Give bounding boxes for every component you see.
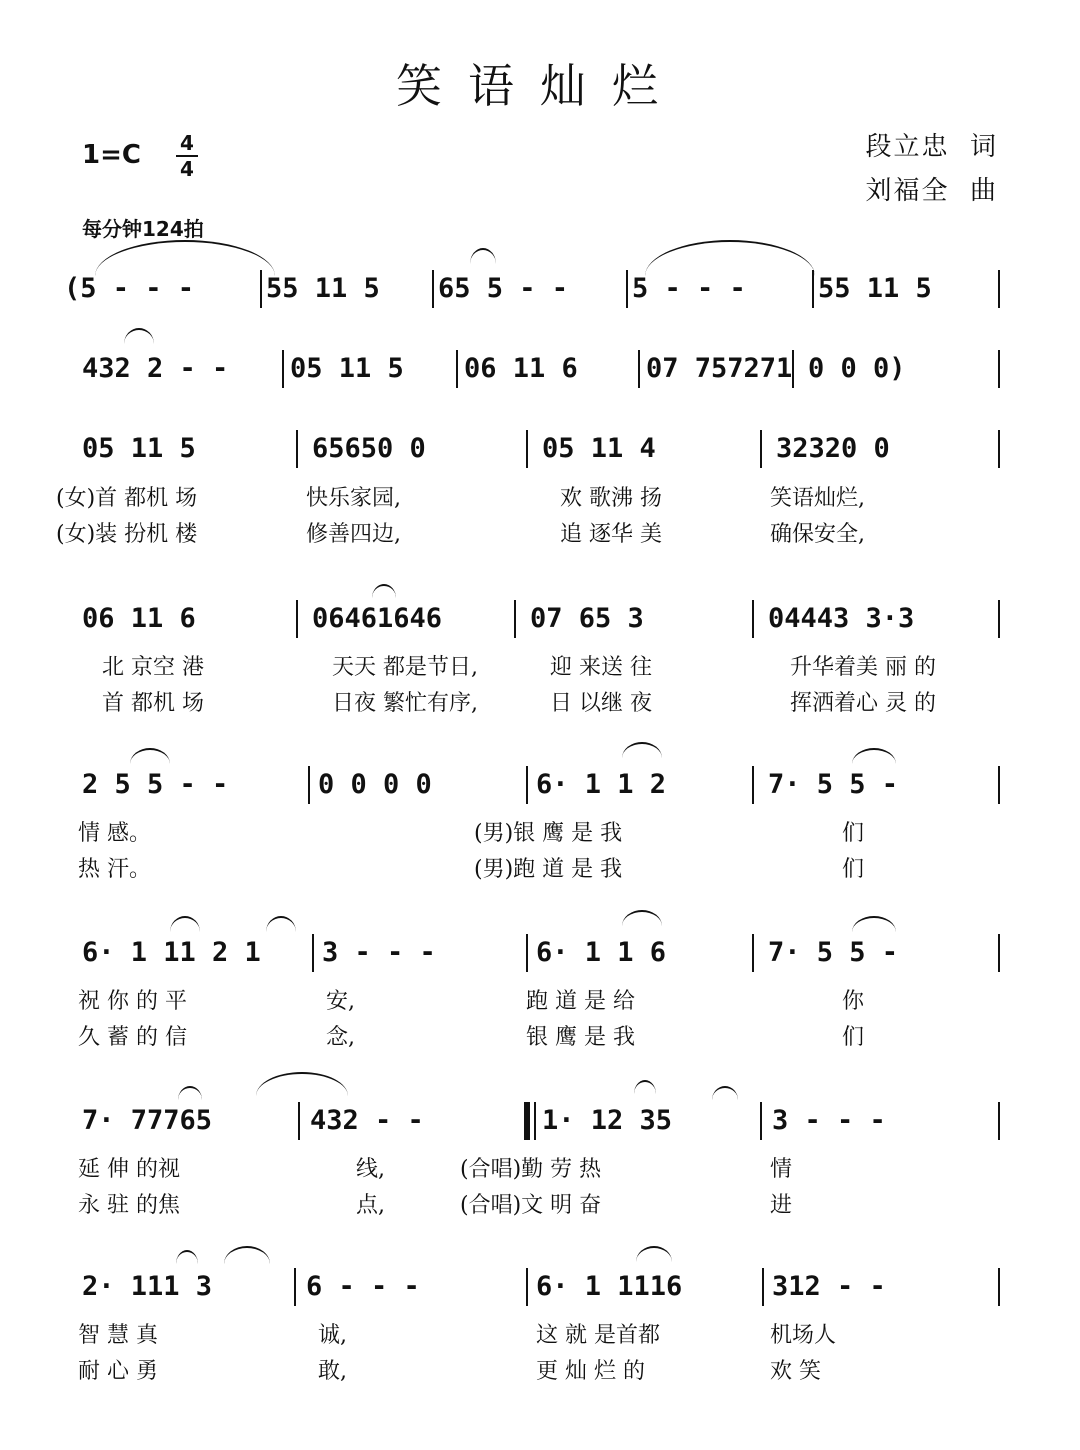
time-signature-bottom: 4 [180,157,194,181]
lyric-segment: 这 就 是首都 [536,1323,660,1348]
notation-system-8 [60,1264,1010,1310]
slur [124,328,154,344]
barline [312,934,314,972]
key-signature: 1=C [82,140,141,170]
barline [308,766,310,804]
lyric-segment: 北 京空 港 [102,655,204,680]
lyric-line-7 [70,986,1010,1018]
measure: 6· 1 1 6 [536,937,667,968]
lyric-segment: 机场人 [770,1323,837,1348]
measure: 06 11 6 [82,603,196,634]
lyric-segment: 情 感。 [78,821,151,846]
lyric-segment: 们 [842,821,865,846]
barline [998,270,1000,308]
lyric-segment: 永 驻 的焦 [78,1193,180,1218]
barline [812,270,814,308]
measure: 05 11 5 [82,433,196,464]
lyric-segment: 欢 笑 [770,1359,821,1384]
lyric-segment: 迎 来送 往 [550,655,652,680]
barline [626,270,628,308]
composer-credit [865,170,998,207]
notation-system-2 [60,346,1010,392]
lyric-segment: (合唱)文 明 奋 [460,1193,602,1218]
barline [998,1102,1000,1140]
slur [256,1072,348,1096]
notation-system-3 [60,426,1010,472]
song-title: 笑语灿烂 [396,59,684,113]
lyric-segment: 耐 心 勇 [78,1359,158,1384]
notation-system-7 [60,1098,1010,1144]
barline [514,600,516,638]
composer-role: 曲 [969,176,998,206]
barline [998,934,1000,972]
measure: 7· 77765 [82,1105,213,1136]
measure: 55 11 5 [266,273,380,304]
measure: 432 2 - - [82,353,229,384]
lyric-segment: 笑语灿烂, [770,486,865,511]
barline [792,350,794,388]
measure: 2· 111 3 [82,1271,213,1302]
barline [260,270,262,308]
lyric-segment: 升华着美 丽 的 [790,655,936,680]
barline [752,934,754,972]
notation-system-4 [60,596,1010,642]
barline [998,350,1000,388]
barline [526,430,528,468]
barline [762,1268,764,1306]
lyric-segment: 延 伸 的视 [78,1157,180,1182]
lyric-segment: 快乐家园, [306,486,401,511]
barline [282,350,284,388]
measure: 7· 5 5 - [768,937,899,968]
slur [622,742,662,758]
measure: 07 757271 [646,353,793,384]
barline [752,600,754,638]
lyric-segment: 进 [770,1193,793,1218]
barline [752,766,754,804]
barline [998,430,1000,468]
lyric-segment: 跑 道 是 给 [526,989,635,1014]
measure: 312 - - [772,1271,886,1302]
measure: 04443 3·3 [768,603,915,634]
lyric-segment: (男)银 鹰 是 我 [474,821,623,846]
lyricist-role: 词 [969,132,998,162]
lyric-line-8 [70,1022,1010,1054]
measure: 05 11 5 [290,353,404,384]
measure: 6· 1 1 2 [536,769,667,800]
measure: 5 - - - [632,273,746,304]
lyric-segment: 安, [326,989,355,1014]
lyric-line-5 [70,818,1010,850]
barline [432,270,434,308]
tempo-marking: 每分钟124拍 [82,217,204,241]
barline [296,600,298,638]
measure: 3 - - - [322,937,436,968]
measure: 06 11 6 [464,353,578,384]
lyric-segment: 敢, [318,1359,347,1384]
lyric-segment: 日夜 繁忙有序, [332,691,478,716]
measure: 6· 1 1116 [536,1271,683,1302]
notation-system-5 [60,762,1010,808]
lyric-segment: 念, [326,1025,355,1050]
time-signature-top: 4 [180,131,194,155]
slur [176,1250,198,1264]
lyric-segment: 们 [842,1025,865,1050]
lyric-segment: 智 慧 真 [78,1323,158,1348]
measure: 0 0 0 0 [318,769,432,800]
measure: 6 - - - [306,1271,420,1302]
measure: (5 - - - [64,273,195,304]
barline [638,350,640,388]
barline [760,1102,762,1140]
lyric-line-9 [70,1154,1010,1186]
barline [526,1268,528,1306]
barline [296,430,298,468]
composer-name: 刘福全 [865,176,950,206]
slur [636,1246,672,1262]
lyric-segment: 们 [842,857,865,882]
notation-system-6 [60,930,1010,976]
lyric-segment: 银 鹰 是 我 [526,1025,635,1050]
lyric-segment: (男)跑 道 是 我 [474,857,623,882]
lyric-segment: 祝 你 的 平 [78,989,187,1014]
lyric-segment: 情 [770,1157,793,1182]
barline [456,350,458,388]
lyric-line-6 [70,854,1010,886]
lyricist-credit [865,126,998,163]
barline [526,766,528,804]
lyric-segment: 诚, [318,1323,347,1348]
lyric-line-2 [56,519,1010,551]
measure: 432 - - [310,1105,424,1136]
repeat-start-barline [524,1102,530,1140]
measure: 3 - - - [772,1105,886,1136]
lyric-line-11 [70,1320,1010,1352]
barline [526,934,528,972]
lyric-line-3 [70,652,1010,684]
measure: 7· 5 5 - [768,769,899,800]
lyric-segment: 热 汗。 [78,857,151,882]
slur [470,248,496,264]
barline [998,1268,1000,1306]
lyric-segment: 线, [356,1157,385,1182]
lyric-segment: 日 以继 夜 [550,691,652,716]
notation-system-1 [60,266,1010,312]
measure: 32320 0 [776,433,890,464]
barline [998,600,1000,638]
lyric-segment: 追 逐华 美 [560,522,662,547]
lyric-segment: 更 灿 烂 的 [536,1359,645,1384]
lyric-segment: 欢 歌沸 扬 [560,486,662,511]
lyric-line-10 [70,1190,1010,1222]
slur [634,1080,656,1094]
lyric-line-12 [70,1356,1010,1388]
lyric-segment: 你 [842,989,865,1014]
lyric-segment: (女)首 都机 场 [56,486,198,511]
lyric-segment: 挥洒着心 灵 的 [790,691,936,716]
slur [224,1246,270,1264]
slur [622,910,662,926]
lyric-segment: 首 都机 场 [102,691,204,716]
measure: 65650 0 [312,433,426,464]
lyric-segment: 久 蓄 的 信 [78,1025,187,1050]
lyric-segment: 天天 都是节日, [332,655,478,680]
lyric-segment: 点, [356,1193,385,1218]
measure: 65 5 - - [438,273,569,304]
lyricist-name: 段立忠 [865,132,950,162]
measure: 05 11 4 [542,433,656,464]
time-signature [176,132,198,180]
lyric-segment: (女)装 扮机 楼 [56,522,198,547]
measure: 55 11 5 [818,273,932,304]
measure: 06461646 [312,603,443,634]
barline [294,1268,296,1306]
lyric-segment: (合唱)勤 劳 热 [460,1157,602,1182]
barline [298,1102,300,1140]
measure: 1· 12 35 [542,1105,673,1136]
barline [998,766,1000,804]
measure: 2 5 5 - - [82,769,229,800]
lyric-segment: 确保安全, [770,522,865,547]
barline [534,1102,536,1140]
measure: 6· 1 11 2 1 [82,937,261,968]
measure: 07 65 3 [530,603,644,634]
lyric-segment: 修善四边, [306,522,401,547]
barline [760,430,762,468]
lyric-line-4 [70,688,1010,720]
lyric-line-1 [56,483,1010,515]
measure: 0 0 0) [808,353,906,384]
